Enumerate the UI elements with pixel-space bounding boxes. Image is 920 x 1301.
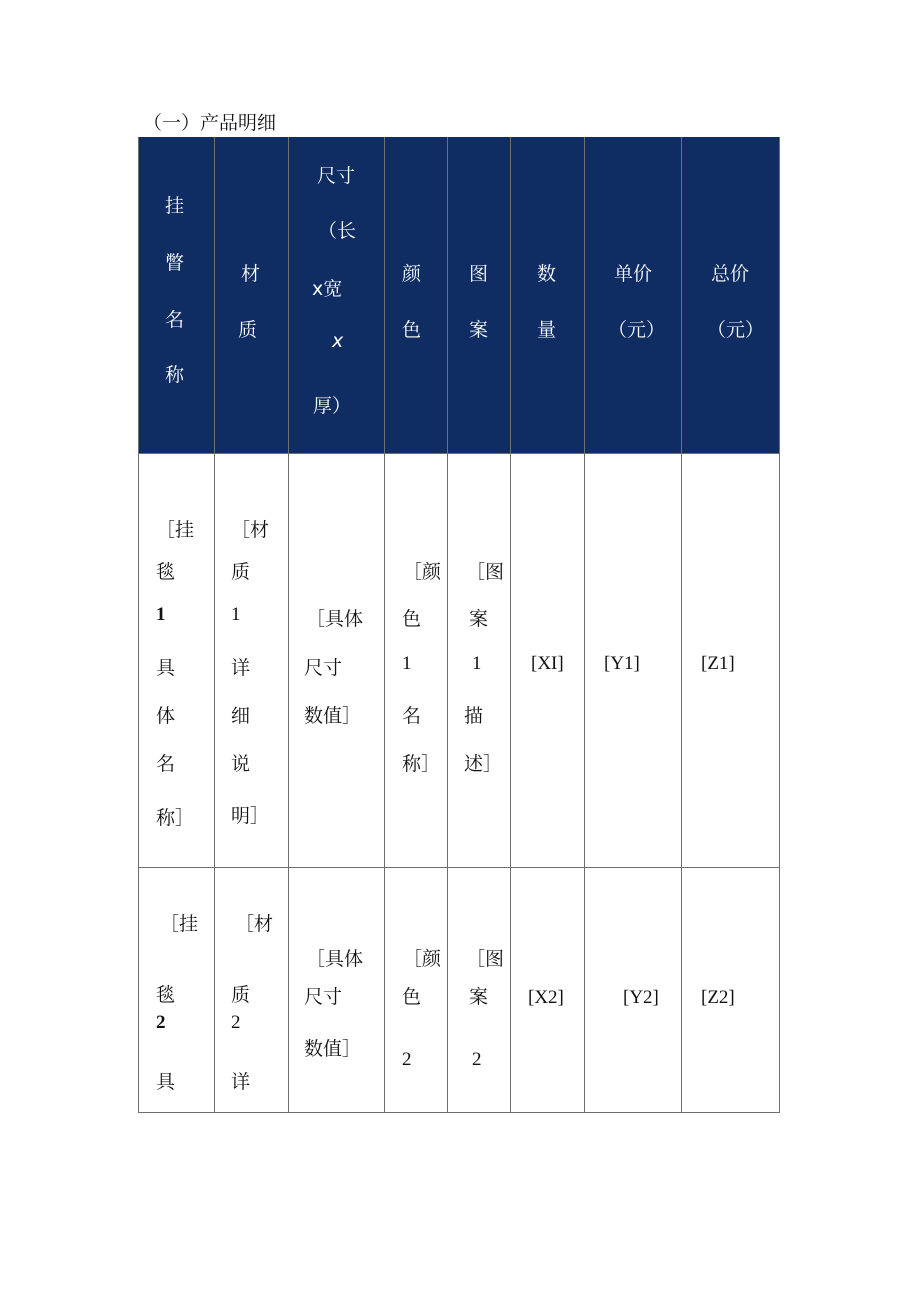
cell-line: 明］ xyxy=(231,805,270,827)
cell-line: 1 xyxy=(472,653,482,674)
cell-line: 质 xyxy=(231,561,251,583)
cell-line: 体 xyxy=(156,705,176,727)
header-line: 数 xyxy=(537,263,557,285)
header-line: 总价 xyxy=(711,263,750,285)
header-line: 称 xyxy=(165,364,185,386)
row-divider xyxy=(138,453,780,454)
cell-total-price: [Z1] xyxy=(701,653,735,674)
header-line: 材 xyxy=(241,263,261,285)
cell-line: 描 xyxy=(464,705,484,727)
header-line: 名 xyxy=(165,309,185,331)
cell-line: ［具体 xyxy=(306,948,364,970)
cell-line: ［图 xyxy=(466,561,505,583)
cell-line: 1 xyxy=(231,604,241,625)
cell-unit-price: [Y1] xyxy=(604,653,640,674)
cell-quantity: [X2] xyxy=(528,987,564,1008)
cell-line: 毯 xyxy=(156,984,176,1006)
cell-line: 案 xyxy=(469,986,489,1008)
cell-line: 色 xyxy=(402,986,422,1008)
header-line: x xyxy=(332,330,344,352)
cell-line: ［颜 xyxy=(403,948,442,970)
cell-quantity: [XI] xyxy=(531,653,564,674)
cell-line: 细 xyxy=(231,705,251,727)
cell-line: 名 xyxy=(156,753,176,775)
cell-line: 案 xyxy=(469,608,489,630)
table-border xyxy=(779,137,780,1113)
cell-line: 色 xyxy=(402,608,422,630)
cell-line: 1 xyxy=(402,653,412,674)
header-line: 量 xyxy=(537,319,557,341)
cell-line: 质 xyxy=(231,984,251,1006)
header-line: 挂 xyxy=(165,195,185,217)
cell-line: 详 xyxy=(231,657,251,679)
cell-line: ［颜 xyxy=(403,561,442,583)
table-border xyxy=(138,137,139,1113)
cell-line: 述］ xyxy=(464,753,503,775)
cell-line: 具 xyxy=(156,1071,176,1093)
cell-line: 1 xyxy=(156,604,166,625)
cell-unit-price: [Y2] xyxy=(623,987,659,1008)
header-line: 色 xyxy=(402,319,422,341)
cell-line: 毯 xyxy=(156,561,176,583)
cell-line: 名 xyxy=(402,705,422,727)
cell-line: 2 xyxy=(472,1049,482,1070)
header-line: （元） xyxy=(707,319,765,341)
column-divider xyxy=(584,137,585,1113)
header-line: x宽 xyxy=(312,278,343,300)
cell-line: 2 xyxy=(402,1049,412,1070)
cell-line: ［图 xyxy=(466,948,505,970)
header-line: 尺寸 xyxy=(317,165,356,187)
column-divider xyxy=(288,137,289,1113)
cell-line: 尺寸 xyxy=(304,657,343,679)
header-line: （元） xyxy=(608,319,666,341)
cell-line: 详 xyxy=(231,1071,251,1093)
column-divider xyxy=(510,137,511,1113)
header-line: 案 xyxy=(469,319,489,341)
cell-line: 称］ xyxy=(156,807,195,829)
cell-line: ［材 xyxy=(231,519,270,541)
cell-line: ［材 xyxy=(235,913,274,935)
header-line: 厚） xyxy=(313,395,352,417)
cell-line: ［挂 xyxy=(160,913,199,935)
column-divider xyxy=(384,137,385,1113)
table-border xyxy=(138,1112,780,1113)
header-line: 质 xyxy=(238,319,258,341)
cell-line: 2 xyxy=(156,1012,166,1033)
column-divider xyxy=(447,137,448,1113)
cell-line: ［挂 xyxy=(156,519,195,541)
header-line: 颜 xyxy=(402,263,422,285)
column-divider xyxy=(214,137,215,1113)
cell-line: 说 xyxy=(231,753,251,775)
cell-line: 尺寸 xyxy=(304,986,343,1008)
header-line: 瞥 xyxy=(165,252,185,274)
product-detail-table xyxy=(138,137,780,1113)
section-title: （一）产品明细 xyxy=(143,112,277,134)
cell-line: 2 xyxy=(231,1012,241,1033)
table-header-background xyxy=(138,137,780,454)
header-line: 图 xyxy=(469,263,489,285)
cell-line: 数值］ xyxy=(304,1038,362,1060)
column-divider xyxy=(681,137,682,1113)
cell-line: 具 xyxy=(156,657,176,679)
header-line: （长 xyxy=(318,220,357,242)
cell-line: 数值］ xyxy=(304,705,362,727)
row-divider xyxy=(138,867,780,868)
cell-line: 称］ xyxy=(402,753,441,775)
cell-line: ［具体 xyxy=(306,608,364,630)
cell-total-price: [Z2] xyxy=(701,987,735,1008)
header-line: 单价 xyxy=(614,263,653,285)
